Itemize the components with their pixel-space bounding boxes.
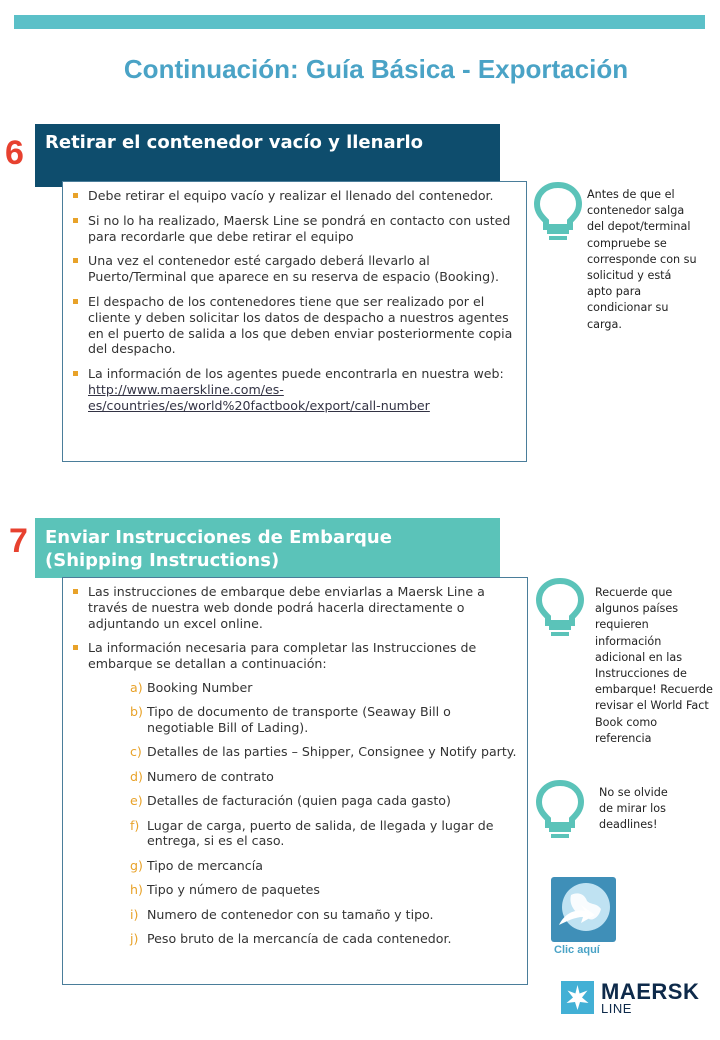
list-letter: c) [130,744,142,760]
step-6-tip-text: Antes de que el contenedor salga del depot/terminal compruebe se corresponde con su solicitud y está apto para condicionar su carga. [587,188,697,331]
step-6-number: 6 [5,134,24,172]
logo-word-line: LINE [601,1001,632,1016]
step-7-content-box [62,577,528,985]
top-accent-bar [14,15,705,29]
list-item-text: Booking Number [147,679,253,695]
step-6-content-box [62,181,527,462]
deadlines-tip-text: No se olvide de mirar los deadlines! [599,786,668,832]
list-item-text: Tipo de documento de transporte (Seaway Bill o negotiable Bill of Lading). [147,704,451,735]
step-7-bullet-list [73,584,517,947]
list-item-text: Numero de contrato [147,768,274,784]
list-item [130,907,517,923]
list-letter: g) [130,857,143,873]
lightbulb-icon [535,577,585,639]
maersk-line-logo [561,979,701,1017]
shipping-info-list [88,680,517,947]
list-item [130,680,517,696]
bullet-item: Si no lo ha realizado, Maersk Line se pondrá en contacto con usted para recordarle que debe retirar el equipo [73,213,516,245]
list-item-text: Tipo y número de paquetes [147,882,320,898]
page-title: Continuación: Guía Básica - Exportación [123,54,629,84]
lightbulb-icon [535,779,585,841]
list-letter: f) [130,817,140,833]
list-item [130,858,517,874]
list-item [130,882,517,898]
list-item [130,744,517,760]
step-7-number: 7 [9,522,28,560]
bullet-item: Las instrucciones de embarque debe enviarlas a Maersk Line a través de nuestra web donde podrá hacerla directamente o adjuntando un excel online. [73,584,517,631]
list-item [130,704,517,735]
bullet-item: Debe retirar el equipo vacío y realizar el llenado del contenedor. [73,188,516,204]
step-7-header: Enviar Instrucciones de Embarque (Shipping Instructions) [35,518,500,578]
list-item [130,818,517,849]
list-letter: j) [130,931,139,947]
step-6-header: Retirar el contenedor vacío y llenarlo [35,124,500,187]
bullet-item: El despacho de los contenedores tiene que ser realizado por el cliente y deben solicitar los datos de despacho a nuestros agentes en el puerto de salida a los que deben enviar posteriormente copia del despacho. [73,294,516,357]
clic-aqui-link[interactable]: Clic aquí [554,944,600,956]
globe-link-icon[interactable] [551,877,616,942]
step-7-tip-text: Recuerde que algunos países requieren información adicional en las Instrucciones de embarque! Recuerde revisar el World Fact Book como referencia [595,586,713,745]
bullet-item [73,366,516,413]
list-item-text: Numero de contenedor con su tamaño y tipo. [147,906,434,922]
list-letter: i) [130,906,139,922]
list-letter: h) [130,882,143,898]
list-item [130,793,517,809]
list-item [130,931,517,947]
list-item-text: Detalles de las parties – Shipper, Consignee y Notify party. [147,744,517,760]
list-item-text: Lugar de carga, puerto de salida, de llegada y lugar de entrega, si es el caso. [147,817,494,849]
list-item-text: Tipo de mercancía [147,857,263,873]
agents-info-text: La información de los agentes puede encontrarla en nuestra web: [88,366,504,382]
list-item-text: Peso bruto de la mercancía de cada contenedor. [147,931,452,947]
logo-word-maersk: MAERSK [601,979,700,1004]
maersk-agents-link[interactable]: http://www.maerskline.com/es-es/countries/es/world%20factbook/export/call-number [88,381,430,413]
list-letter: b) [130,704,143,720]
bullet-item: Una vez el contenedor esté cargado deberá llevarlo al Puerto/Terminal que aparece en su reserva de espacio (Booking). [73,253,516,285]
bullet-text: La información necesaria para completar las Instrucciones de embarque se detallan a continuación: [88,640,477,672]
list-letter: e) [130,793,143,809]
lightbulb-icon [533,181,583,243]
seven-point-star-icon [561,981,594,1014]
list-item-text: Detalles de facturación (quien paga cada gasto) [147,793,451,809]
step-6-bullet-list [73,188,516,414]
list-item [130,769,517,785]
list-letter: a) [130,679,143,695]
bullet-item [73,640,517,947]
list-letter: d) [130,768,143,784]
